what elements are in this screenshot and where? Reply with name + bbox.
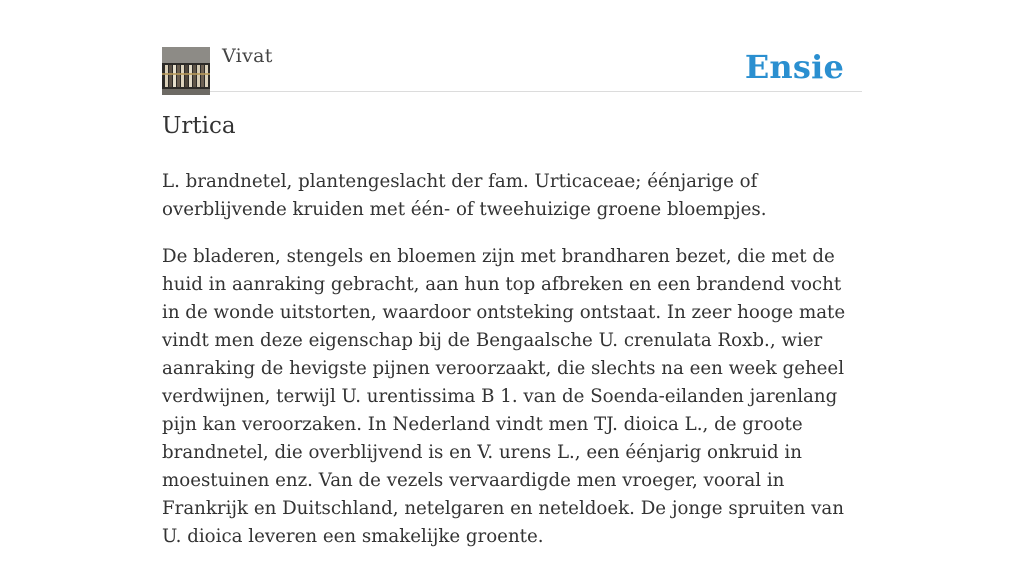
brand-logo[interactable]: Ensie (744, 48, 844, 86)
article-title: Urtica (162, 113, 236, 139)
author-name[interactable]: Vivat (222, 45, 273, 67)
paragraph: L. brandnetel, plantengeslacht der fam. Urticaceae; éénjarige of overblijvende kruiden met één- of tweehuizige groene bloempjes. (162, 171, 767, 220)
bookshelf-icon (162, 47, 210, 95)
author-avatar[interactable] (162, 47, 210, 95)
article-header (162, 0, 862, 92)
article-body (162, 168, 862, 570)
article-page (162, 0, 862, 547)
paragraph: De bladeren, stengels en bloemen zijn met brandharen bezet, die met de huid in aanraking gebracht, aan hun top afbreken en een brandend vocht in de wonde uitstorten, waardoor ontsteking ontstaat. In zeer hooge mate vindt men deze eigenschap bij de Bengaalsche U. crenulata Roxb., wier aanraking de hevigste pijnen veroorzaakt, die slechts na een week geheel verdwijnen, terwijl U. urentissima B 1. van de Soenda-eilanden jarenlang pijn kan veroorzaken. In Nederland vindt men TJ. dioica L., de groote brandnetel, die overblijvend is en V. urens L., een éénjarig onkruid in moestuinen enz. Van de vezels vervaardigde men vroeger, vooral in Frankrijk en Duitschland, netelgaren en neteldoek. De jonge spruiten van U. dioica leveren een smakelijke groente. (162, 246, 846, 547)
